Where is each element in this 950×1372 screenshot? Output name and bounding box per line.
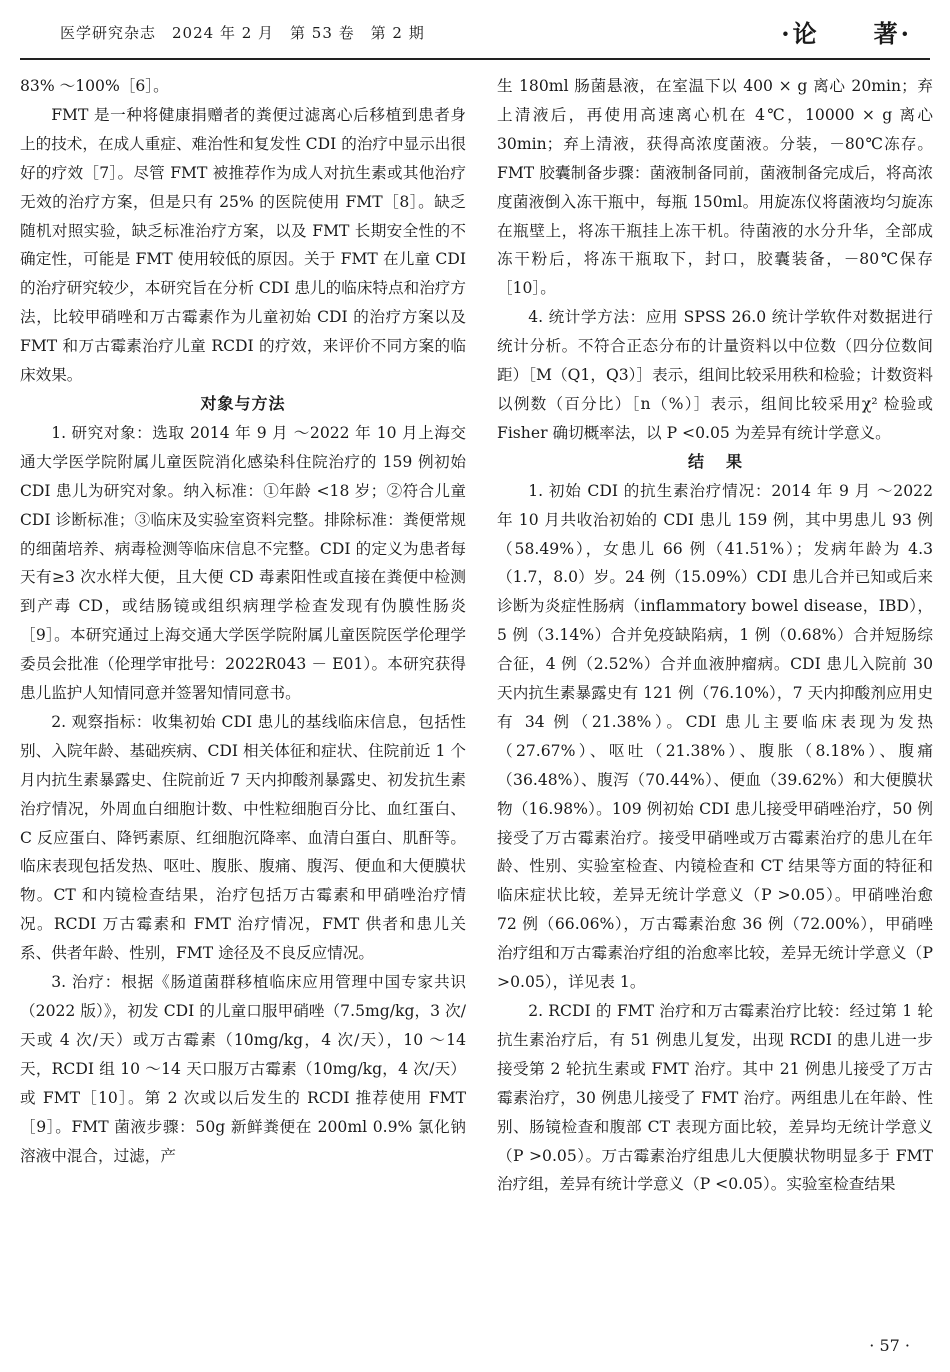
page-number: · 57 · — [869, 1336, 910, 1355]
page-header — [0, 0, 950, 72]
section-heading-methods: 对象与方法 — [200, 393, 286, 413]
paragraph: 4. 统计学方法：应用 SPSS 26.0 统计学软件对数据进行统计分析。不符合正态分布的计量资料以中位数（四分位数间距）［M（Q1，Q3）］表示，组间比较采用秩和检验；计数资料以例数（百分比）［n（%）］表示，组间比较采用χ² 检验或 Fisher 确切概率法，以 P <0.05 为差异有统计学意义。 — [497, 308, 933, 442]
paragraph: FMT 是一种将健康捐赠者的粪便过滤离心后移植到患者身上的技术，在成人重症、难治性和复发性 CDI 的治疗中显示出很好的疗效［7］。尽管 FMT 被推荐作为成人对抗生素或其他治疗无效的治疗方案，但是只有 25% 的医院使用 FMT［8］。缺乏随机对照实验，缺乏标准治疗方案，以及 FMT 长期安全性的不确定性，可能是 FMT 使用较低的原因。关于 FMT 在儿童 CDI 的治疗研究较少，本研究旨在分析 CDI 患儿的临床特点和治疗方法，比较甲硝唑和万古霉素作为儿童初始 CDI 的治疗方案以及 FMT 和万古霉素治疗儿童 RCDI 的疗效，来评价不同方案的临床效果。 — [20, 105, 466, 385]
paragraph: 2. RCDI 的 FMT 治疗和万古霉素治疗比较：经过第 1 轮抗生素治疗后，有 51 例患儿复发，出现 RCDI 的患儿进一步接受第 2 轮抗生素或 FMT 治疗。其中 21 例患儿接受了万古霉素治疗，30 例患儿接受了 FMT 治疗。两组患儿在年龄、性别、肠镜检查和腹部 CT 表现方面比较，差异均无统计学意义（P >0.05）。万古霉素治疗组患儿大便膜状物明显多于 FMT 治疗组，差异有统计学意义（P <0.05）。实验室检查结果 — [497, 1002, 933, 1194]
paragraph: 生 180ml 肠菌悬液，在室温下以 400 × g 离心 20min；弃上清液后，再使用高速离心机在 4℃，10000 × g 离心 30min；弃上清液，获得高浓度菌液。分装，－80℃冻存。FMT 胶囊制备步骤：菌液制备同前，菌液制备完成后，将高浓度菌液倒入冻干瓶中，每瓶 150ml。用旋冻仪将菌液均匀旋冻在瓶壁上，将冻干瓶挂上冻干机。待菌液的水分升华，全部成冻干粉后，将冻干瓶取下，封口，胶囊装备，－80℃保存［10］。 — [497, 77, 933, 298]
paragraph: 1. 研究对象：选取 2014 年 9 月 ～2022 年 10 月上海交通大学医学院附属儿童医院消化感染科住院治疗的 159 例初始 CDI 患儿为研究对象。纳入标准：①年龄 <18 岁；②符合儿童 CDI 诊断标准；③临床及实验室资料完整。排除标准：粪便常规的细菌培养、病毒检测等临床信息不完整。CDI 的定义为患者每天有≥3 次水样大便，且大便 CD 毒素阳性或直接在粪便中检测到产毒 CD，或结肠镜或组织病理学检查发现有伪膜性肠炎［9］。本研究通过上海交通大学医学院附属儿童医院医学伦理学委员会批准（伦理学审批号：2022R043 － E01）。本研究获得患儿监护人知情同意并签署知情同意书。 — [20, 423, 466, 703]
paragraph: 3. 治疗：根据《肠道菌群移植临床应用管理中国专家共识（2022 版）》，初发 CDI 的儿童口服甲硝唑（7.5mg/kg，3 次/天或 4 次/天）或万古霉素（10mg/kg，4 次/天），10 ～14 天，RCDI 组 10 ～14 天口服万古霉素（10mg/kg，4 次/天）或 FMT［10］。第 2 次或以后发生的 RCDI 推荐使用 FMT［9］。FMT 菌液步骤：50g 新鲜粪便在 200ml 0.9% 氯化钠溶液中混合，过滤，产 — [20, 973, 466, 1165]
paragraph: 83% ～100%［6］。 — [20, 77, 169, 95]
section-heading-results: 结果 — [687, 451, 764, 471]
right-column — [497, 72, 933, 1199]
paragraph: 2. 观察指标：收集初始 CDI 患儿的基线临床信息，包括性别、入院年龄、基础疾病、CDI 相关体征和症状、住院前近 1 个月内抗生素暴露史、住院前近 7 天内抑酸剂暴露史、初发抗生素治疗情况，外周血白细胞计数、中性粒细胞百分比、血红蛋白、C 反应蛋白、降钙素原、红细胞沉降率、血清白蛋白、肌酐等。临床表现包括发热、呕吐、腹胀、腹痛、腹泻、便血和大便膜状物。CT 和内镜检查结果，治疗包括万古霉素和甲硝唑治疗情况。RCDI 万古霉素和 FMT 治疗情况，FMT 供者和患儿关系、供者年龄、性别，FMT 途径及不良反应情况。 — [20, 712, 466, 963]
left-column — [20, 72, 466, 1170]
section-tag: ·论 著· — [781, 19, 912, 48]
header-rule — [20, 58, 930, 60]
journal-info: 医学研究杂志 2024 年 2 月 第 53 卷 第 2 期 — [60, 24, 425, 42]
paragraph: 1. 初始 CDI 的抗生素治疗情况：2014 年 9 月 ～2022 年 10 月共收治初始的 CDI 患儿 159 例，其中男患儿 93 例（58.49%），女患儿 66 例（41.51%）；发病年龄为 4.3（1.7，8.0）岁。24 例（15.09%）CDI 患儿合并已知或后来诊断为炎症性肠病（inflammatory bowel disease，IBD），5 例（3.14%）合并免疫缺陷病，1 例（0.68%）合并短肠综合征，4 例（2.52%）合并血液肿瘤病。CDI 患儿入院前 30 天内抗生素暴露史有 121 例（76.10%），7 天内抑酸剂应用史有 34 例（21.38%）。CDI 患儿主要临床表现为发热（27.67%）、呕吐（21.38%）、腹胀（8.18%）、腹痛（36.48%）、腹泻（70.44%）、便血（39.62%）和大便膜状物（16.98%）。109 例初始 CDI 患儿接受甲硝唑治疗，50 例接受了万古霉素治疗。接受甲硝唑或万古霉素治疗的患儿在年龄、性别、实验室检查、内镜检查和 CT 结果等方面的特征和临床症状比较，差异无统计学意义（P >0.05）。甲硝唑治愈 72 例（66.06%），万古霉素治愈 36 例（72.00%），甲硝唑治疗组和万古霉素治疗组的治愈率比较，差异无统计学意义（P >0.05），详见表 1。 — [497, 481, 933, 992]
